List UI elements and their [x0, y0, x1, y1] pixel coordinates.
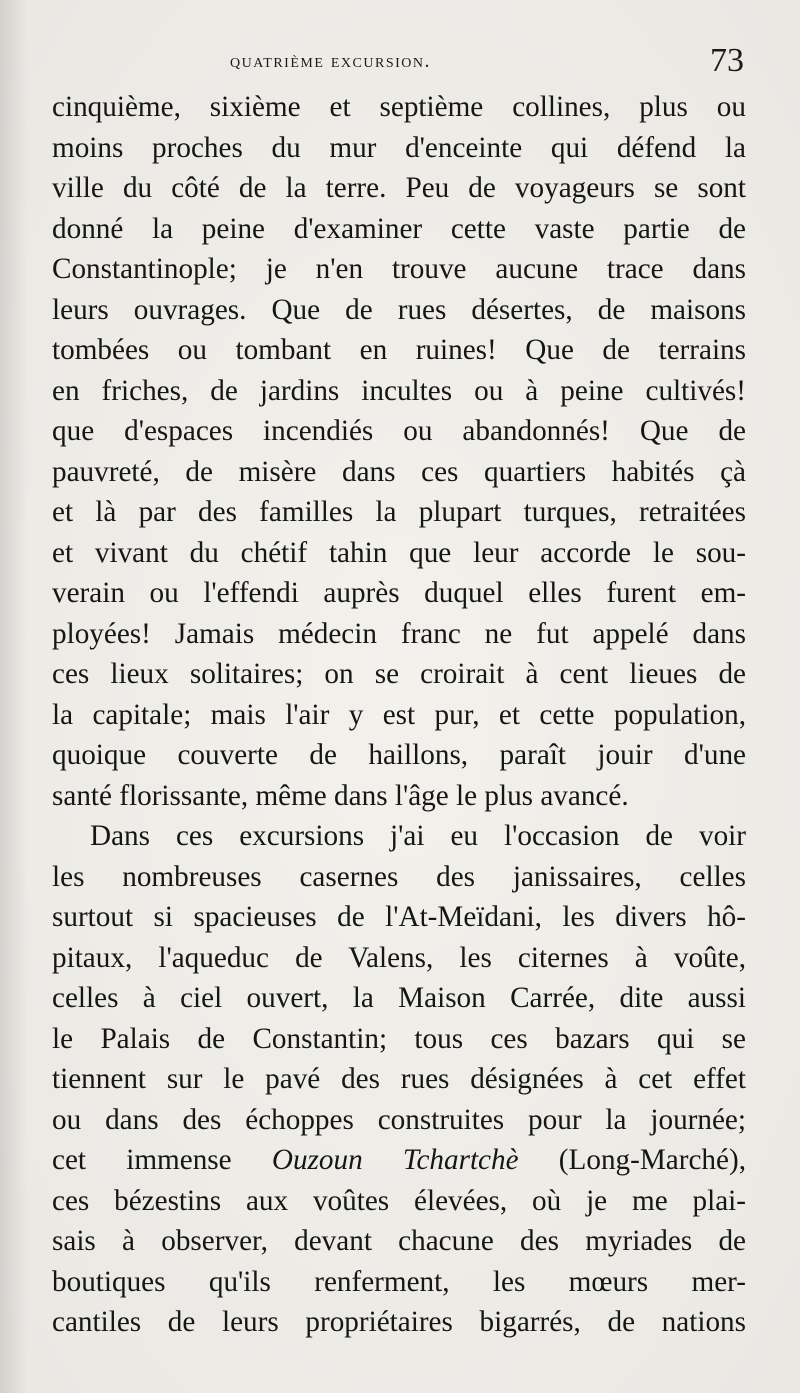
text-line: cinquième, sixième et septième collines, plus ou [52, 91, 746, 123]
text-segment: cet immense [52, 1144, 272, 1176]
text-line: boutiques qu'ils renferment, les mœurs mer- [52, 1265, 746, 1298]
text-line: santé florissante, même dans l'âge le plus avancé. [52, 779, 629, 812]
italic-term: Ouzoun Tchartchè [271, 1144, 519, 1176]
text-line: quoique couverte de haillons, paraît jouir d'une [52, 739, 746, 771]
text-line-with-italic [52, 1140, 746, 1181]
text-line: en friches, de jardins incultes ou à peine cultivés! [52, 374, 746, 407]
text-line: pauvreté, de misère dans ces quartiers habités çà [52, 455, 746, 488]
text-line: celles à ciel ouvert, la Maison Carrée, dite aussi [52, 982, 746, 1014]
text-segment: (Long-Marché), [518, 1144, 747, 1176]
body-text [52, 87, 746, 1343]
text-line: pitaux, l'aqueduc de Valens, les citernes à voûte, [52, 941, 746, 974]
text-line: et là par des familles la plupart turques, retraitées [52, 496, 746, 528]
paragraph-1 [52, 87, 746, 816]
text-line: et vivant du chétif tahin que leur accorde le sou- [52, 536, 746, 569]
text-line: moins proches du mur d'enceinte qui défend la [52, 131, 746, 164]
text-line: ville du côté de la terre. Peu de voyageurs se sont [52, 172, 746, 204]
text-line: donné la peine d'examiner cette vaste partie de [52, 212, 746, 245]
text-line: ployées! Jamais médecin franc ne fut appelé dans [52, 617, 746, 650]
text-line: la capitale; mais l'air y est pur, et cette population, [52, 698, 746, 731]
text-line: verain ou l'effendi auprès duquel elles furent em- [52, 577, 746, 609]
text-line: sais à observer, devant chacune des myriades de [52, 1225, 746, 1257]
text-line: ou dans des échoppes construites pour la journée; [52, 1103, 746, 1136]
text-line: les nombreuses casernes des janissaires, celles [52, 860, 746, 893]
text-line: cantiles de leurs propriétaires bigarrés, de nations [52, 1306, 746, 1338]
page-number: 73 [710, 42, 744, 79]
text-line: ces bézestins aux voûtes élevées, où je me plai- [52, 1184, 746, 1217]
paragraph-2 [52, 816, 746, 1343]
page-header [52, 42, 752, 82]
text-line: Constantinople; je n'en trouve aucune trace dans [52, 253, 746, 285]
page-gutter-shadow [0, 0, 28, 1393]
text-line: que d'espaces incendiés ou abandonnés! Que de [52, 415, 746, 447]
text-line: Dans ces excursions j'ai eu l'occasion de voir [90, 820, 746, 852]
text-line: ces lieux solitaires; on se croirait à cent lieues de [52, 658, 746, 690]
text-line: tiennent sur le pavé des rues désignées à cet effet [52, 1063, 746, 1095]
text-line: surtout si spacieuses de l'At-Meïdani, les divers hô- [52, 901, 746, 933]
text-line: leurs ouvrages. Que de rues désertes, de maisons [52, 293, 746, 326]
running-head: quatrième excursion. [230, 50, 431, 72]
text-line: tombées ou tombant en ruines! Que de terrains [52, 334, 746, 366]
text-line: le Palais de Constantin; tous ces bazars qui se [52, 1022, 746, 1055]
